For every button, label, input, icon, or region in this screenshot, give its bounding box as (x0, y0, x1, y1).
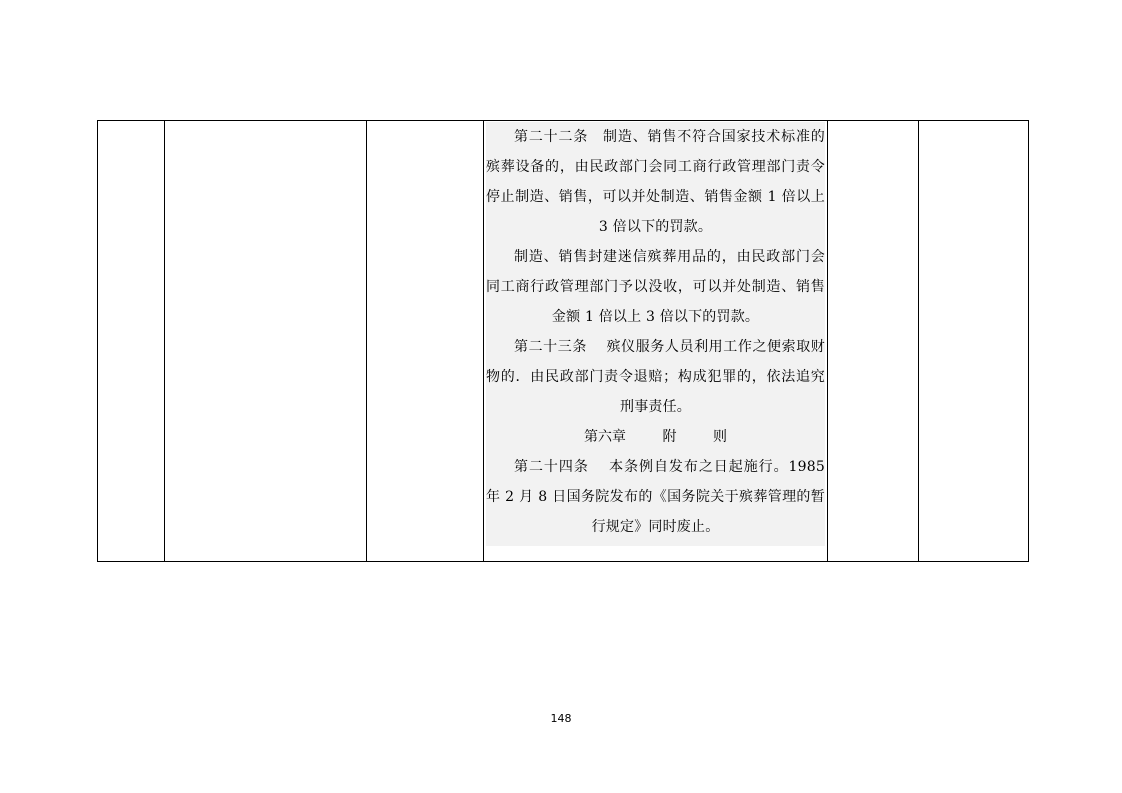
table-cell-6 (919, 121, 1029, 562)
table-cell-2 (165, 121, 367, 562)
table-cell-1 (98, 121, 165, 562)
regulation-content-cell (484, 121, 828, 562)
table-cell-3 (367, 121, 484, 562)
article-22-paragraph-2: 制造、销售封建迷信殡葬用品的，由民政部门会同工商行政管理部门予以没收，可以并处制造、销售金额 1 倍以上 3 倍以下的罚款。 (486, 249, 825, 325)
regulation-table (97, 120, 1029, 562)
chapter-6-heading: 第六章 附 则 (584, 429, 727, 445)
regulation-text-block (486, 122, 825, 546)
article-24-paragraph: 第二十四条 本条例自发布之日起施行。1985 年 2 月 8 日国务院发布的《国务院关于殡葬管理的暂行规定》同时废止。 (486, 459, 825, 535)
table-row (98, 121, 1029, 562)
table-cell-5 (828, 121, 919, 562)
page-number: 148 (550, 712, 572, 725)
article-23-paragraph: 第二十三条 殡仪服务人员利用工作之便索取财物的．由民政部门责令退赔；构成犯罪的，依法追究刑事责任。 (486, 339, 825, 415)
article-22-paragraph-1: 第二十二条 制造、销售不符合国家技术标准的殡葬设备的，由民政部门会同工商行政管理部门责令停止制造、销售，可以并处制造、销售金额 1 倍以上 3 倍以下的罚款。 (486, 129, 825, 235)
